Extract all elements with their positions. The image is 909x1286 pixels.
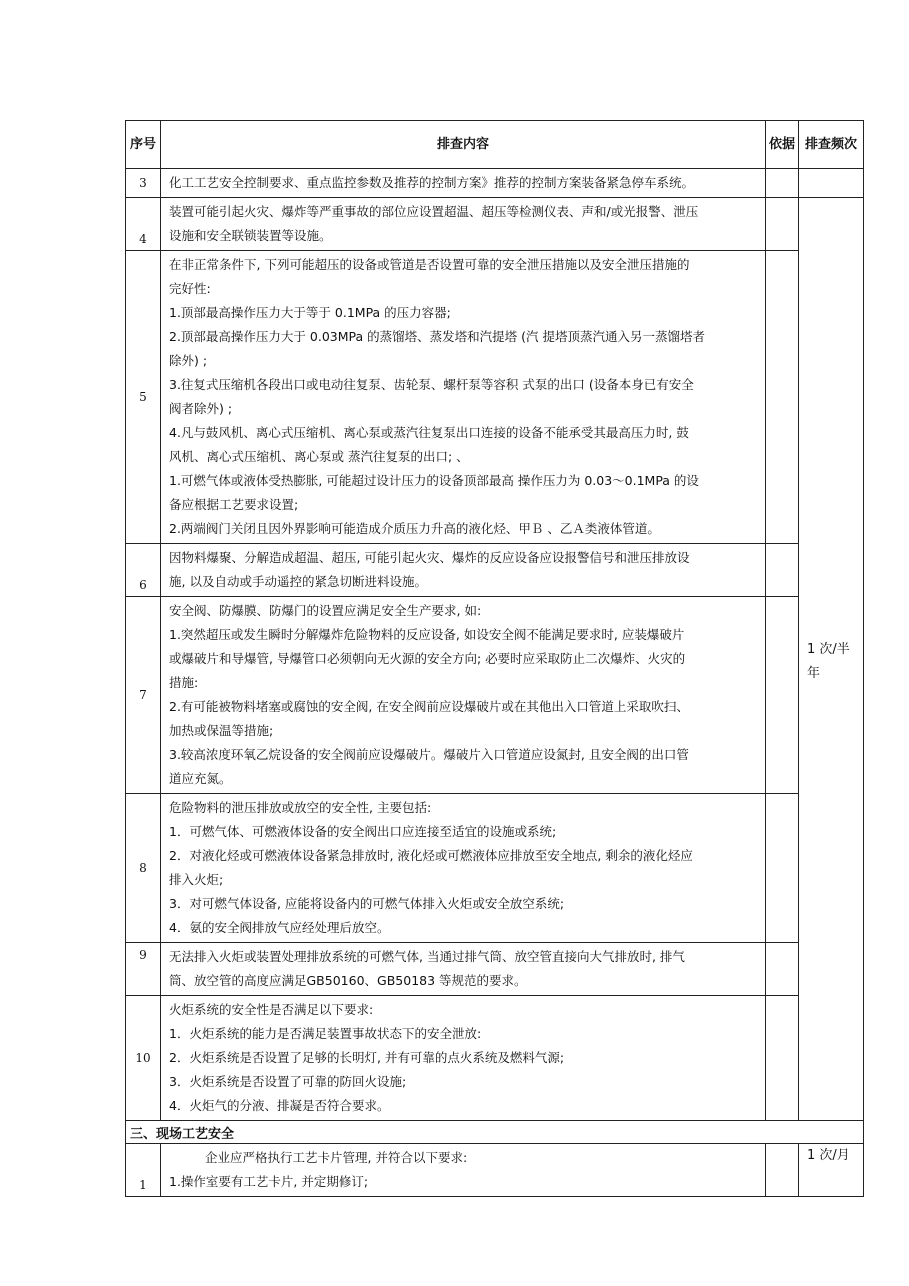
row-content [161, 1144, 766, 1197]
content-line: 备应根据工艺要求设置; [169, 497, 299, 512]
freq-value: 1 次/月 [807, 1148, 850, 1163]
row-number: 8 [126, 794, 161, 943]
header-basis: 依据 [766, 121, 799, 169]
content-line: 2.有可能被物料堵塞或腐蚀的安全阀, 在安全阀前应设爆破片或在其他出入口管道上采取吹扫、 [169, 699, 689, 714]
basis-cell [766, 169, 799, 198]
content-line: 安全阀、防爆膜、防爆门的设置应满足安全生产要求, 如: [169, 603, 482, 618]
row-content [161, 198, 766, 251]
content-line: 企业应严格执行工艺卡片管理, 并符合以下要求: [205, 1150, 468, 1165]
row-content [161, 169, 766, 198]
content-line: 1.可燃气体或液体受热膨胀, 可能超过设计压力的设备顶部最高 操作压力为 0.03～0.1MPa 的设 [169, 473, 699, 488]
content-line: 3．火炬系统是否设置了可靠的防回火设施; [169, 1074, 407, 1089]
content-line: 4．火炬气的分液、排凝是否符合要求。 [169, 1098, 390, 1113]
content-line: 3．对可燃气体设备, 应能将设备内的可燃气体排入火炬或安全放空系统; [169, 896, 565, 911]
content-line: 化工工艺安全控制要求、重点监控参数及推荐的控制方案》推荐的控制方案装备紧急停车系统。 [169, 175, 695, 190]
header-row [126, 121, 864, 169]
content-line: 4．氨的安全阀排放气应经处理后放空。 [169, 920, 390, 935]
content-line: 2.顶部最高操作压力大于 0.03MPa 的蒸馏塔、蒸发塔和汽提塔 (汽 提塔顶蒸汽通入另一蒸馏塔者 [169, 329, 705, 344]
content-line: 4.凡与鼓风机、离心式压缩机、离心泵或蒸汽往复泵出口连接的设备不能承受其最高压力时, 鼓 [169, 425, 689, 440]
freq-value: 1 次/半年 [807, 642, 850, 681]
freq-cell-blank [799, 169, 864, 198]
header-seq: 序号 [126, 121, 161, 169]
content-line: 3.往复式压缩机各段出口或电动往复泵、齿轮泵、螺杆泵等容积 式泵的出口 (设备本身已有安全 [169, 377, 694, 392]
content-line: 风机、离心式压缩机、离心泵或 蒸汽往复泵的出口; 、 [169, 449, 469, 464]
header-content: 排查内容 [161, 121, 766, 169]
content-line: 1.操作室要有工艺卡片, 并定期修订; [169, 1174, 369, 1189]
content-line: 筒、放空管的高度应满足GB50160、GB50183 等规范的要求。 [169, 973, 527, 988]
content-line: 3.较高浓度环氧乙烷设备的安全阀前应设爆破片。爆破片入口管道应设氮封, 且安全阀的出口管 [169, 747, 689, 762]
freq-cell-group1 [799, 198, 864, 1121]
basis-cell [766, 198, 799, 251]
basis-cell [766, 544, 799, 597]
row-content [161, 996, 766, 1121]
section-title: 三、现场工艺安全 [126, 1121, 864, 1144]
row-number: 10 [126, 996, 161, 1121]
row-content [161, 597, 766, 794]
content-line: 火炬系统的安全性是否满足以下要求: [169, 1002, 374, 1017]
content-line: 危险物料的泄压排放或放空的安全性, 主要包括: [169, 800, 432, 815]
content-line: 2.两端阀门关闭且因外界影响可能造成介质压力升高的液化烃、甲Ｂ 、乙Ａ类液体管道。 [169, 521, 660, 536]
section-row [126, 1121, 864, 1144]
content-line: 无法排入火炬或装置处理排放系统的可燃气体, 当通过排气筒、放空管直接向大气排放时, 排气 [169, 949, 685, 964]
basis-cell [766, 996, 799, 1121]
row-number: 9 [126, 943, 161, 996]
content-line: 措施: [169, 675, 199, 690]
content-line: 阀者除外) ; [169, 401, 233, 416]
row-number: 5 [126, 251, 161, 544]
content-line: 排入火炬; [169, 872, 224, 887]
content-line: 1.顶部最高操作压力大于等于 0.1MPa 的压力容器; [169, 305, 451, 320]
table-row [126, 544, 864, 597]
table-row [126, 943, 864, 996]
row-number: 4 [126, 198, 161, 251]
inspection-table [125, 120, 864, 1197]
row-number: 1 [126, 1144, 161, 1197]
basis-cell [766, 1144, 799, 1197]
content-line: 2．火炬系统是否设置了足够的长明灯, 并有可靠的点火系统及燃料气源; [169, 1050, 565, 1065]
table-row [126, 169, 864, 198]
content-line: 或爆破片和导爆管, 导爆管口必须朝向无火源的安全方向; 必要时应采取防止二次爆炸、火灾的 [169, 651, 686, 666]
row-number: 6 [126, 544, 161, 597]
row-number: 7 [126, 597, 161, 794]
content-line: 因物料爆聚、分解造成超温、超压, 可能引起火灾、爆炸的反应设备应设报警信号和泄压排放设 [169, 550, 690, 565]
row-content [161, 794, 766, 943]
table-row [126, 198, 864, 251]
row-content [161, 544, 766, 597]
basis-cell [766, 794, 799, 943]
content-line: 装置可能引起火灾、爆炸等严重事故的部位应设置超温、超压等检测仪表、声和/或光报警、泄压 [169, 204, 699, 219]
content-line: 道应充氮。 [169, 771, 232, 786]
content-line: 施, 以及自动或手动遥控的紧急切断进料设施。 [169, 574, 427, 589]
content-line: 完好性: [169, 281, 211, 296]
table-row [126, 794, 864, 943]
basis-cell [766, 251, 799, 544]
table-row [126, 597, 864, 794]
table-row [126, 996, 864, 1121]
content-line: 2．对液化烃或可燃液体设备紧急排放时, 液化烃或可燃液体应排放至安全地点, 剩余的液化烃应 [169, 848, 693, 863]
row-content [161, 251, 766, 544]
content-line: 加热或保温等措施; [169, 723, 274, 738]
content-line: 在非正常条件下, 下列可能超压的设备或管道是否设置可靠的安全泄压措施以及安全泄压措施的 [169, 257, 690, 272]
basis-cell [766, 943, 799, 996]
header-freq: 排查频次 [799, 121, 864, 169]
row-number: 3 [126, 169, 161, 198]
content-line: 设施和安全联锁装置等设施。 [169, 228, 332, 243]
content-line: 1．火炬系统的能力是否满足装置事故状态下的安全泄放: [169, 1026, 482, 1041]
table-row [126, 1144, 864, 1197]
table-row [126, 251, 864, 544]
basis-cell [766, 597, 799, 794]
content-line: 1.突然超压或发生瞬时分解爆炸危险物料的反应设备, 如设安全阀不能满足要求时, 应装爆破片 [169, 627, 685, 642]
content-line: 除外) ; [169, 353, 208, 368]
content-line: 1．可燃气体、可燃液体设备的安全阀出口应连接至适宜的设施或系统; [169, 824, 557, 839]
freq-cell-group2 [799, 1144, 864, 1197]
row-content [161, 943, 766, 996]
